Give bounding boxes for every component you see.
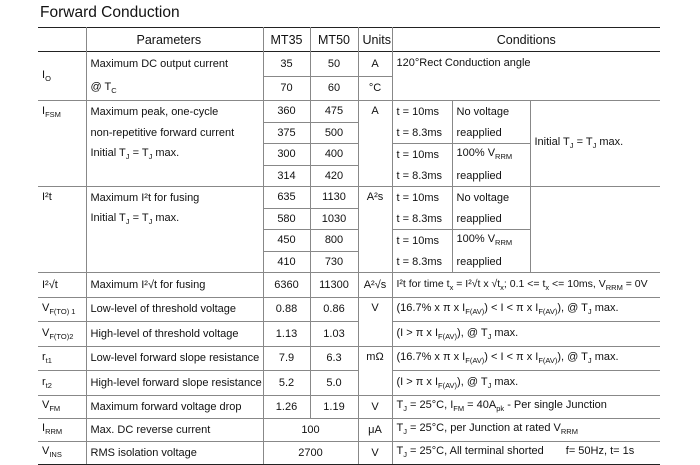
- value-mt35: 580: [263, 208, 310, 230]
- unit: °C: [358, 76, 392, 101]
- value-mt35: 360: [263, 101, 310, 123]
- cond-time: t = 10ms: [392, 230, 452, 252]
- value-mt50: 800: [310, 230, 358, 252]
- param-desc: High-level forward slope resistance: [86, 371, 263, 396]
- cond-time: t = 8.3ms: [392, 208, 452, 230]
- cond-note: reapplied: [452, 165, 530, 187]
- param-symbol: $V_{F(TO) 1}$: [38, 297, 86, 322]
- param-symbol: $V_{INS}$: [38, 441, 86, 464]
- param-symbol: $V_{F(TO)2}$: [38, 322, 86, 347]
- param-desc: Maximum DC output current: [86, 52, 263, 77]
- unit: V: [358, 297, 392, 346]
- conditions: (16.7% x π x $I_{F(AV)}) < I < \pi$ x $I_{F(AV)}$), @ $T_J$ max.: [392, 346, 660, 371]
- value-mt35: 314: [263, 165, 310, 187]
- value-mt35: 5.2: [263, 371, 310, 396]
- value-mt50: 420: [310, 165, 358, 187]
- table-row: [38, 441, 660, 464]
- param-desc: Low-level of threshold voltage: [86, 297, 263, 322]
- unit: V: [358, 395, 392, 418]
- table-row: [38, 418, 660, 441]
- cond-note: reapplied: [452, 122, 530, 144]
- value-mt50: 1.19: [310, 395, 358, 418]
- value-mt50: 0.86: [310, 297, 358, 322]
- table-row: [38, 101, 660, 123]
- conditions: 120°Rect Conduction angle: [396, 57, 531, 69]
- cond-time: t = 10ms: [392, 144, 452, 166]
- value-mt35: 6360: [263, 273, 310, 298]
- conditions: $T_J = 25^\circ C$, $I_{FM} = 40A_{pk}$ - Per single Junction: [392, 395, 660, 418]
- cond-time: t = 10ms: [392, 101, 452, 123]
- value-mt50: 11300: [310, 273, 358, 298]
- value-mt50: 475: [310, 101, 358, 123]
- table-row: [38, 322, 660, 347]
- conditions: (I > π x $I_{F(AV)}$), @ $T_J$ max.: [392, 322, 660, 347]
- value-mt35: 70: [263, 76, 310, 101]
- unit: V: [358, 441, 392, 464]
- cond-note: No voltage: [452, 101, 530, 123]
- value-mt50: 5.0: [310, 371, 358, 396]
- value-mt50: 1030: [310, 208, 358, 230]
- unit: mΩ: [358, 346, 392, 395]
- conditions: $T_J = 25^\circ C$, All terminal shorted f= 50Hz, t= 1s: [392, 441, 660, 464]
- param-symbol: I²√t: [38, 273, 86, 298]
- forward-conduction-table: [38, 27, 660, 465]
- value-mt35: 1.13: [263, 322, 310, 347]
- table-row: [38, 371, 660, 396]
- value-mt50: 1.03: [310, 322, 358, 347]
- table-header-row: [38, 28, 660, 52]
- cond-extra: Initial $T_J = T_J$ max.: [530, 101, 660, 187]
- value-mt50: 6.3: [310, 346, 358, 371]
- cond-time: t = 8.3ms: [392, 122, 452, 144]
- unit: μA: [358, 418, 392, 441]
- cond-note: reapplied: [452, 208, 530, 230]
- value-mt35: 450: [263, 230, 310, 252]
- value-mt35: 635: [263, 187, 310, 209]
- table-row: [38, 297, 660, 322]
- cond-time: t = 8.3ms: [392, 165, 452, 187]
- param-desc: Maximum forward voltage drop: [86, 395, 263, 418]
- value-mt35: 300: [263, 144, 310, 166]
- unit: A²s: [358, 187, 392, 273]
- value-mt35: 375: [263, 122, 310, 144]
- conditions: (I > π x $I_{F(AV)}$), @ $T_J$ max.: [392, 371, 660, 396]
- cond-note: No voltage: [452, 187, 530, 209]
- header-parameters: Parameters: [86, 28, 263, 52]
- value-mt35: 410: [263, 251, 310, 273]
- value-mt50: 730: [310, 251, 358, 273]
- cond-time: t = 10ms: [392, 187, 452, 209]
- value-mt35: 35: [263, 52, 310, 77]
- param-desc: High-level of threshold voltage: [86, 322, 263, 347]
- table-row: [38, 273, 660, 298]
- param-desc: Initial $T_J = T_J$ max.: [86, 208, 263, 230]
- cond-time: t = 8.3ms: [392, 251, 452, 273]
- value-mt50: 500: [310, 122, 358, 144]
- param-desc: Max. DC reverse current: [86, 418, 263, 441]
- conditions: $T_J = 25^\circ C$, per Junction at rated $V_{RRM}$: [392, 418, 660, 441]
- header-mt35: MT35: [263, 28, 310, 52]
- value-mt35: 0.88: [263, 297, 310, 322]
- param-desc: @ $T_C$: [86, 76, 263, 101]
- param-desc: Maximum peak, one-cycle: [86, 101, 263, 123]
- header-conditions: Conditions: [496, 32, 556, 47]
- cond-note: reapplied: [452, 251, 530, 273]
- header-mt50: MT50: [310, 28, 358, 52]
- unit: A: [358, 52, 392, 77]
- param-symbol: $I_{FSM}$: [38, 101, 86, 187]
- param-desc: Low-level forward slope resistance: [86, 346, 263, 371]
- param-desc: Maximum I²√t for fusing: [86, 273, 263, 298]
- value-both: 2700: [263, 441, 358, 464]
- value-mt35: 7.9: [263, 346, 310, 371]
- value-mt35: 1.26: [263, 395, 310, 418]
- section-title: Forward Conduction: [40, 4, 180, 21]
- value-both: 100: [263, 418, 358, 441]
- param-desc: non-repetitive forward current: [86, 122, 263, 144]
- param-desc: Initial $T_J = T_J$ max.: [86, 144, 263, 166]
- value-mt50: 50: [310, 52, 358, 77]
- table-row: [38, 187, 660, 209]
- table-row: [38, 395, 660, 418]
- value-mt50: 1130: [310, 187, 358, 209]
- param-symbol: $V_{FM}$: [38, 395, 86, 418]
- table-row: [38, 346, 660, 371]
- param-symbol: I²t: [38, 187, 86, 273]
- value-mt50: 400: [310, 144, 358, 166]
- param-symbol: $r_{t2}$: [38, 371, 86, 396]
- conditions: I²t for time $t_x = I^2√t$ x $√t_x$; $0.1 <= t_x <= 10ms$, $V_{RRM} = 0V$: [392, 273, 660, 298]
- cond-note: 100% $V_{RRM}$: [452, 230, 530, 252]
- value-mt50: 60: [310, 76, 358, 101]
- unit: A²√s: [358, 273, 392, 298]
- header-units: Units: [358, 28, 392, 52]
- param-desc: RMS isolation voltage: [86, 441, 263, 464]
- conditions: (16.7% x π x $I_{F(AV)}) < I < \pi$ x $I_{F(AV)}$), @ $T_J$ max.: [392, 297, 660, 322]
- param-symbol: $r_{t1}$: [38, 346, 86, 371]
- cond-note: 100% $V_{RRM}$: [452, 144, 530, 166]
- unit: A: [358, 101, 392, 187]
- param-desc: Maximum I²t for fusing: [86, 187, 263, 209]
- param-symbol: $I_{RRM}$: [38, 418, 86, 441]
- table-row: [38, 52, 660, 77]
- param-symbol: $I_O$: [38, 52, 86, 101]
